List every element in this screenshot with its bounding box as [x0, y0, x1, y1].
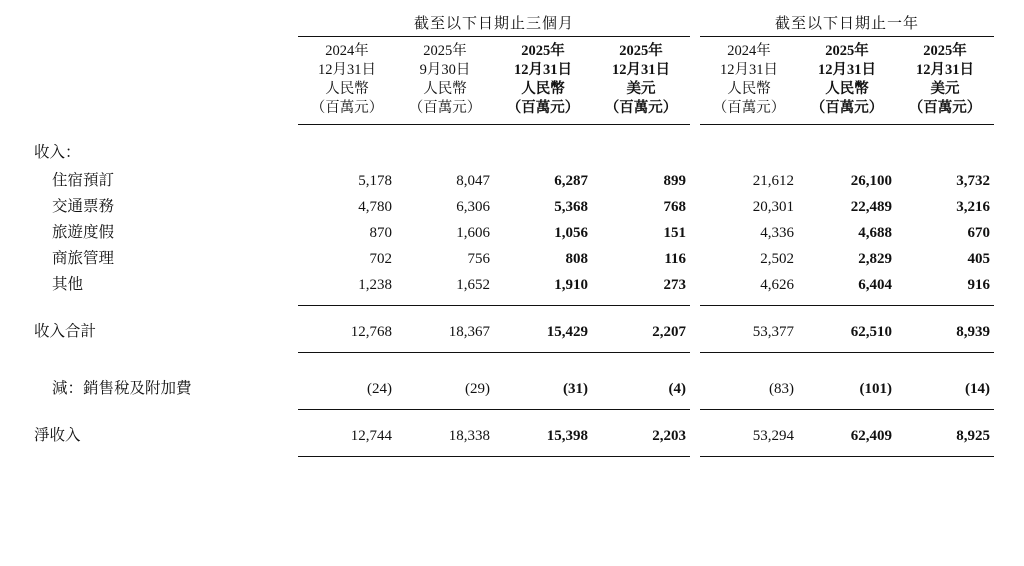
spacer-cell [30, 449, 994, 457]
net-bottom-rule-row [30, 457, 994, 459]
cell-value: 899 [663, 173, 687, 189]
col1-currency: 人民幣 [325, 81, 369, 97]
financial-table [30, 12, 994, 458]
net-row-label: 淨收入 [34, 427, 81, 444]
cell-value: 20,301 [752, 199, 795, 215]
cell-value: 151 [663, 225, 687, 241]
row-gap [690, 319, 700, 345]
col5-currency: 人民幣 [727, 81, 771, 97]
column-header-corner [30, 38, 298, 125]
netbot-5 [700, 457, 798, 459]
cell-value: 2,829 [858, 251, 893, 267]
spacer-row [30, 126, 994, 138]
col7-year: 2025年 [923, 43, 967, 59]
cell-value: 6,306 [456, 199, 490, 215]
cell-value: 62,409 [850, 428, 893, 444]
column-header-1 [298, 38, 396, 125]
total-row [30, 319, 994, 345]
col2-date: 9月30日 [419, 62, 471, 78]
column-header-5 [700, 38, 798, 125]
section-title-row [30, 138, 994, 168]
row-gap [690, 423, 700, 449]
col6-date: 12月31日 [818, 62, 877, 78]
spacer-row [30, 345, 994, 353]
cell-value: 273 [663, 277, 687, 293]
row-gap [690, 376, 700, 402]
table-row [30, 168, 994, 194]
spacer-row [30, 411, 994, 423]
spacer-cell [30, 345, 994, 353]
netbot-gap [690, 457, 700, 459]
section-title-filler [298, 138, 994, 168]
row-gap [690, 272, 700, 298]
column-header-gap [690, 38, 700, 125]
netbot-2 [396, 457, 494, 459]
cell-value: 5,368 [554, 199, 588, 215]
cell-value: 768 [663, 199, 687, 215]
cell-value: (14) [965, 381, 991, 397]
cell-value: 870 [369, 225, 392, 241]
cell-value: 116 [664, 251, 687, 267]
cell-value: (83) [769, 381, 795, 397]
spacer-cell [30, 402, 994, 410]
cell-value: 4,626 [760, 277, 795, 293]
group-header-row [30, 12, 994, 37]
cell-value: 6,287 [554, 173, 588, 189]
cell-value: 702 [369, 251, 392, 267]
net-row [30, 423, 994, 449]
column-header-7 [896, 38, 994, 125]
cell-value: 6,404 [858, 277, 893, 293]
cell-value: 53,294 [752, 428, 795, 444]
cell-value: 916 [967, 277, 991, 293]
col3-date: 12月31日 [514, 62, 572, 78]
cell-value: 22,489 [850, 199, 893, 215]
cell-value: 12,744 [350, 428, 392, 444]
col3-unit: （百萬元） [506, 100, 580, 116]
cell-value: 3,732 [956, 173, 991, 189]
cell-value: 4,688 [858, 225, 893, 241]
cell-value: 15,429 [546, 324, 588, 340]
cell-value: 2,207 [652, 324, 687, 340]
col7-date: 12月31日 [916, 62, 975, 78]
row-gap [690, 246, 700, 272]
column-header-2 [396, 38, 494, 125]
table-row [30, 220, 994, 246]
cell-value: (24) [367, 381, 392, 397]
cell-value: 2,203 [652, 428, 687, 444]
cell-value: 5,178 [358, 173, 392, 189]
cell-value: 3,216 [956, 199, 991, 215]
col3-currency: 人民幣 [521, 81, 565, 97]
column-header-3 [494, 38, 592, 125]
deduction-row-label: 減：銷售稅及附加費 [52, 380, 192, 397]
netbot-1 [298, 457, 396, 459]
col2-year: 2025年 [423, 43, 467, 59]
row-label: 其他 [52, 276, 84, 293]
cell-value: 53,377 [752, 324, 795, 340]
cell-value: 18,367 [448, 324, 490, 340]
col1-year: 2024年 [325, 43, 369, 59]
cell-value: (29) [465, 381, 490, 397]
cell-value: 8,939 [956, 324, 991, 340]
column-header-6 [798, 38, 896, 125]
column-header-row [30, 38, 994, 125]
cell-value: (101) [859, 381, 893, 397]
netbot-3 [494, 457, 592, 459]
column-header-4 [592, 38, 690, 125]
cell-value: (4) [668, 381, 687, 397]
row-gap [690, 194, 700, 220]
group-header-spacer [30, 12, 298, 37]
cell-value: 62,510 [850, 324, 893, 340]
cell-value: 1,056 [554, 225, 588, 241]
col6-currency: 人民幣 [825, 81, 869, 97]
netbot-spacer [30, 457, 298, 459]
cell-value: 4,780 [358, 199, 392, 215]
group-header-three-months: 截至以下日期止三個月 [414, 16, 575, 32]
spacer-row [30, 307, 994, 319]
cell-value: 405 [967, 251, 991, 267]
cell-value: 4,336 [760, 225, 795, 241]
cell-value: 8,047 [456, 173, 490, 189]
table-row [30, 272, 994, 298]
col7-unit: （百萬元） [908, 100, 982, 116]
table-row [30, 194, 994, 220]
col1-date: 12月31日 [318, 62, 376, 78]
cell-value: 21,612 [752, 173, 795, 189]
cell-value: 26,100 [850, 173, 893, 189]
col2-unit: （百萬元） [408, 100, 482, 116]
cell-value: 1,606 [456, 225, 490, 241]
row-label: 住宿預訂 [52, 172, 115, 189]
row-gap [690, 168, 700, 194]
spacer-cell [30, 411, 994, 423]
cell-value: 1,910 [554, 277, 588, 293]
table-row [30, 246, 994, 272]
col5-unit: （百萬元） [712, 100, 786, 116]
spacer-cell [30, 307, 994, 319]
col4-unit: （百萬元） [604, 100, 678, 116]
spacer-cell [30, 126, 994, 138]
cell-value: 756 [467, 251, 490, 267]
group-header-gap [690, 12, 700, 37]
spacer-row [30, 354, 994, 376]
spacer-row [30, 402, 994, 410]
spacer-row [30, 298, 994, 306]
cell-value: (31) [563, 381, 588, 397]
total-row-label: 收入合計 [34, 323, 97, 340]
group-header-one-year: 截至以下日期止一年 [775, 16, 920, 32]
cell-value: 15,398 [546, 428, 588, 444]
netbot-6 [798, 457, 896, 459]
cell-value: 2,502 [760, 251, 795, 267]
spacer-cell [30, 298, 994, 306]
col5-date: 12月31日 [720, 62, 779, 78]
col6-unit: （百萬元） [810, 100, 884, 116]
section-title-revenue: 收入： [34, 144, 81, 161]
col4-currency: 美元 [626, 81, 656, 97]
col1-unit: （百萬元） [310, 100, 384, 116]
cell-value: 1,652 [456, 277, 490, 293]
deduction-row [30, 376, 994, 402]
spacer-row [30, 449, 994, 457]
row-label: 交通票務 [52, 198, 115, 215]
cell-value: 670 [967, 225, 991, 241]
col3-year: 2025年 [521, 43, 565, 59]
row-label: 旅遊度假 [52, 224, 115, 241]
cell-value: 8,925 [956, 428, 991, 444]
col5-year: 2024年 [727, 43, 771, 59]
cell-value: 808 [565, 251, 588, 267]
col6-year: 2025年 [825, 43, 869, 59]
row-label: 商旅管理 [52, 250, 115, 267]
col7-currency: 美元 [930, 81, 960, 97]
cell-value: 18,338 [448, 428, 490, 444]
netbot-7 [896, 457, 994, 459]
cell-value: 1,238 [358, 277, 392, 293]
spacer-cell [30, 354, 994, 376]
netbot-4 [592, 457, 690, 459]
col2-currency: 人民幣 [423, 81, 467, 97]
row-gap [690, 220, 700, 246]
cell-value: 12,768 [350, 324, 392, 340]
col4-date: 12月31日 [612, 62, 670, 78]
col4-year: 2025年 [619, 43, 663, 59]
